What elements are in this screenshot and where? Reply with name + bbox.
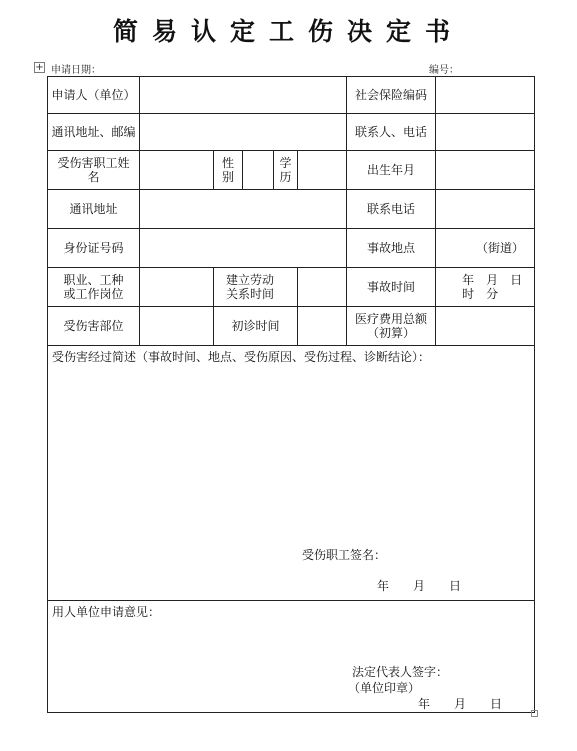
table-move-handle-icon[interactable]: +	[35, 62, 44, 73]
accident-time-field[interactable]	[436, 268, 535, 307]
phone-label: 联系电话	[347, 190, 436, 229]
address-field[interactable]	[140, 190, 347, 229]
worker-sign-date: 年 月 日	[377, 579, 462, 593]
labor-relation-time-field[interactable]	[298, 268, 347, 307]
ss-code-field[interactable]	[436, 77, 535, 114]
address-label: 通讯地址	[48, 190, 140, 229]
table-resize-handle-icon[interactable]	[531, 710, 538, 717]
accident-time-ymd: 年 月 日	[462, 273, 523, 287]
education-label: 学历	[274, 151, 298, 190]
application-form-table	[47, 76, 535, 713]
injury-summary-section[interactable]	[48, 346, 535, 601]
injury-part-label: 受伤害部位	[48, 307, 140, 346]
contact-phone-field[interactable]	[436, 114, 535, 151]
employer-opinion-section[interactable]	[48, 601, 535, 713]
occupation-field[interactable]	[140, 268, 214, 307]
first-visit-time-field[interactable]	[298, 307, 347, 346]
unit-seal-label: （单位印章）	[348, 681, 421, 695]
serial-number-label: 编号：	[429, 65, 459, 76]
injury-part-field[interactable]	[140, 307, 214, 346]
apply-date-label: 申请日期：	[51, 65, 101, 76]
address-zip-field[interactable]	[140, 114, 347, 151]
contact-phone-label: 联系人、电话	[347, 114, 436, 151]
worker-signature-label: 受伤职工签名：	[302, 548, 387, 562]
address-zip-label: 通讯地址、邮编	[48, 114, 140, 151]
occupation-label: 职业、工种或工作岗位	[48, 268, 140, 307]
medical-total-text: 医疗费用总额	[355, 312, 428, 326]
birth-field[interactable]	[436, 151, 535, 190]
medical-first-text: （初算）	[367, 326, 416, 340]
gender-field[interactable]	[243, 151, 274, 190]
legal-rep-signature-label: 法定代表人签字：	[352, 665, 449, 679]
employer-sign-date: 年 月 日	[418, 697, 503, 711]
education-field[interactable]	[298, 151, 347, 190]
medical-total-label	[347, 307, 436, 346]
id-number-field[interactable]	[140, 229, 347, 268]
injury-summary-label: 受伤害经过简述（事故时间、地点、受伤原因、受伤过程、诊断结论）：	[52, 350, 431, 364]
injured-name-label: 受伤害职工姓名	[48, 151, 140, 190]
employer-opinion-label: 用人单位申请意见：	[52, 605, 161, 619]
first-visit-time-label: 初诊时间	[214, 307, 298, 346]
document-title: 简易认定工伤决定书	[112, 17, 464, 46]
gender-label: 性别	[214, 151, 243, 190]
applicant-label: 申请人（单位）	[48, 77, 140, 114]
id-number-label: 身份证号码	[48, 229, 140, 268]
birth-label: 出生年月	[347, 151, 436, 190]
accident-place-label: 事故地点	[347, 229, 436, 268]
accident-time-label: 事故时间	[347, 268, 436, 307]
phone-field[interactable]	[436, 190, 535, 229]
injured-name-field[interactable]	[140, 151, 214, 190]
accident-time-hm: 时 分	[462, 287, 499, 301]
ss-code-label: 社会保险编码	[347, 77, 436, 114]
labor-relation-time-label: 建立劳动关系时间	[214, 268, 298, 307]
medical-total-field[interactable]	[436, 307, 535, 346]
accident-place-field[interactable]	[436, 229, 535, 268]
applicant-field[interactable]	[140, 77, 347, 114]
street-suffix: （街道）	[476, 241, 525, 255]
